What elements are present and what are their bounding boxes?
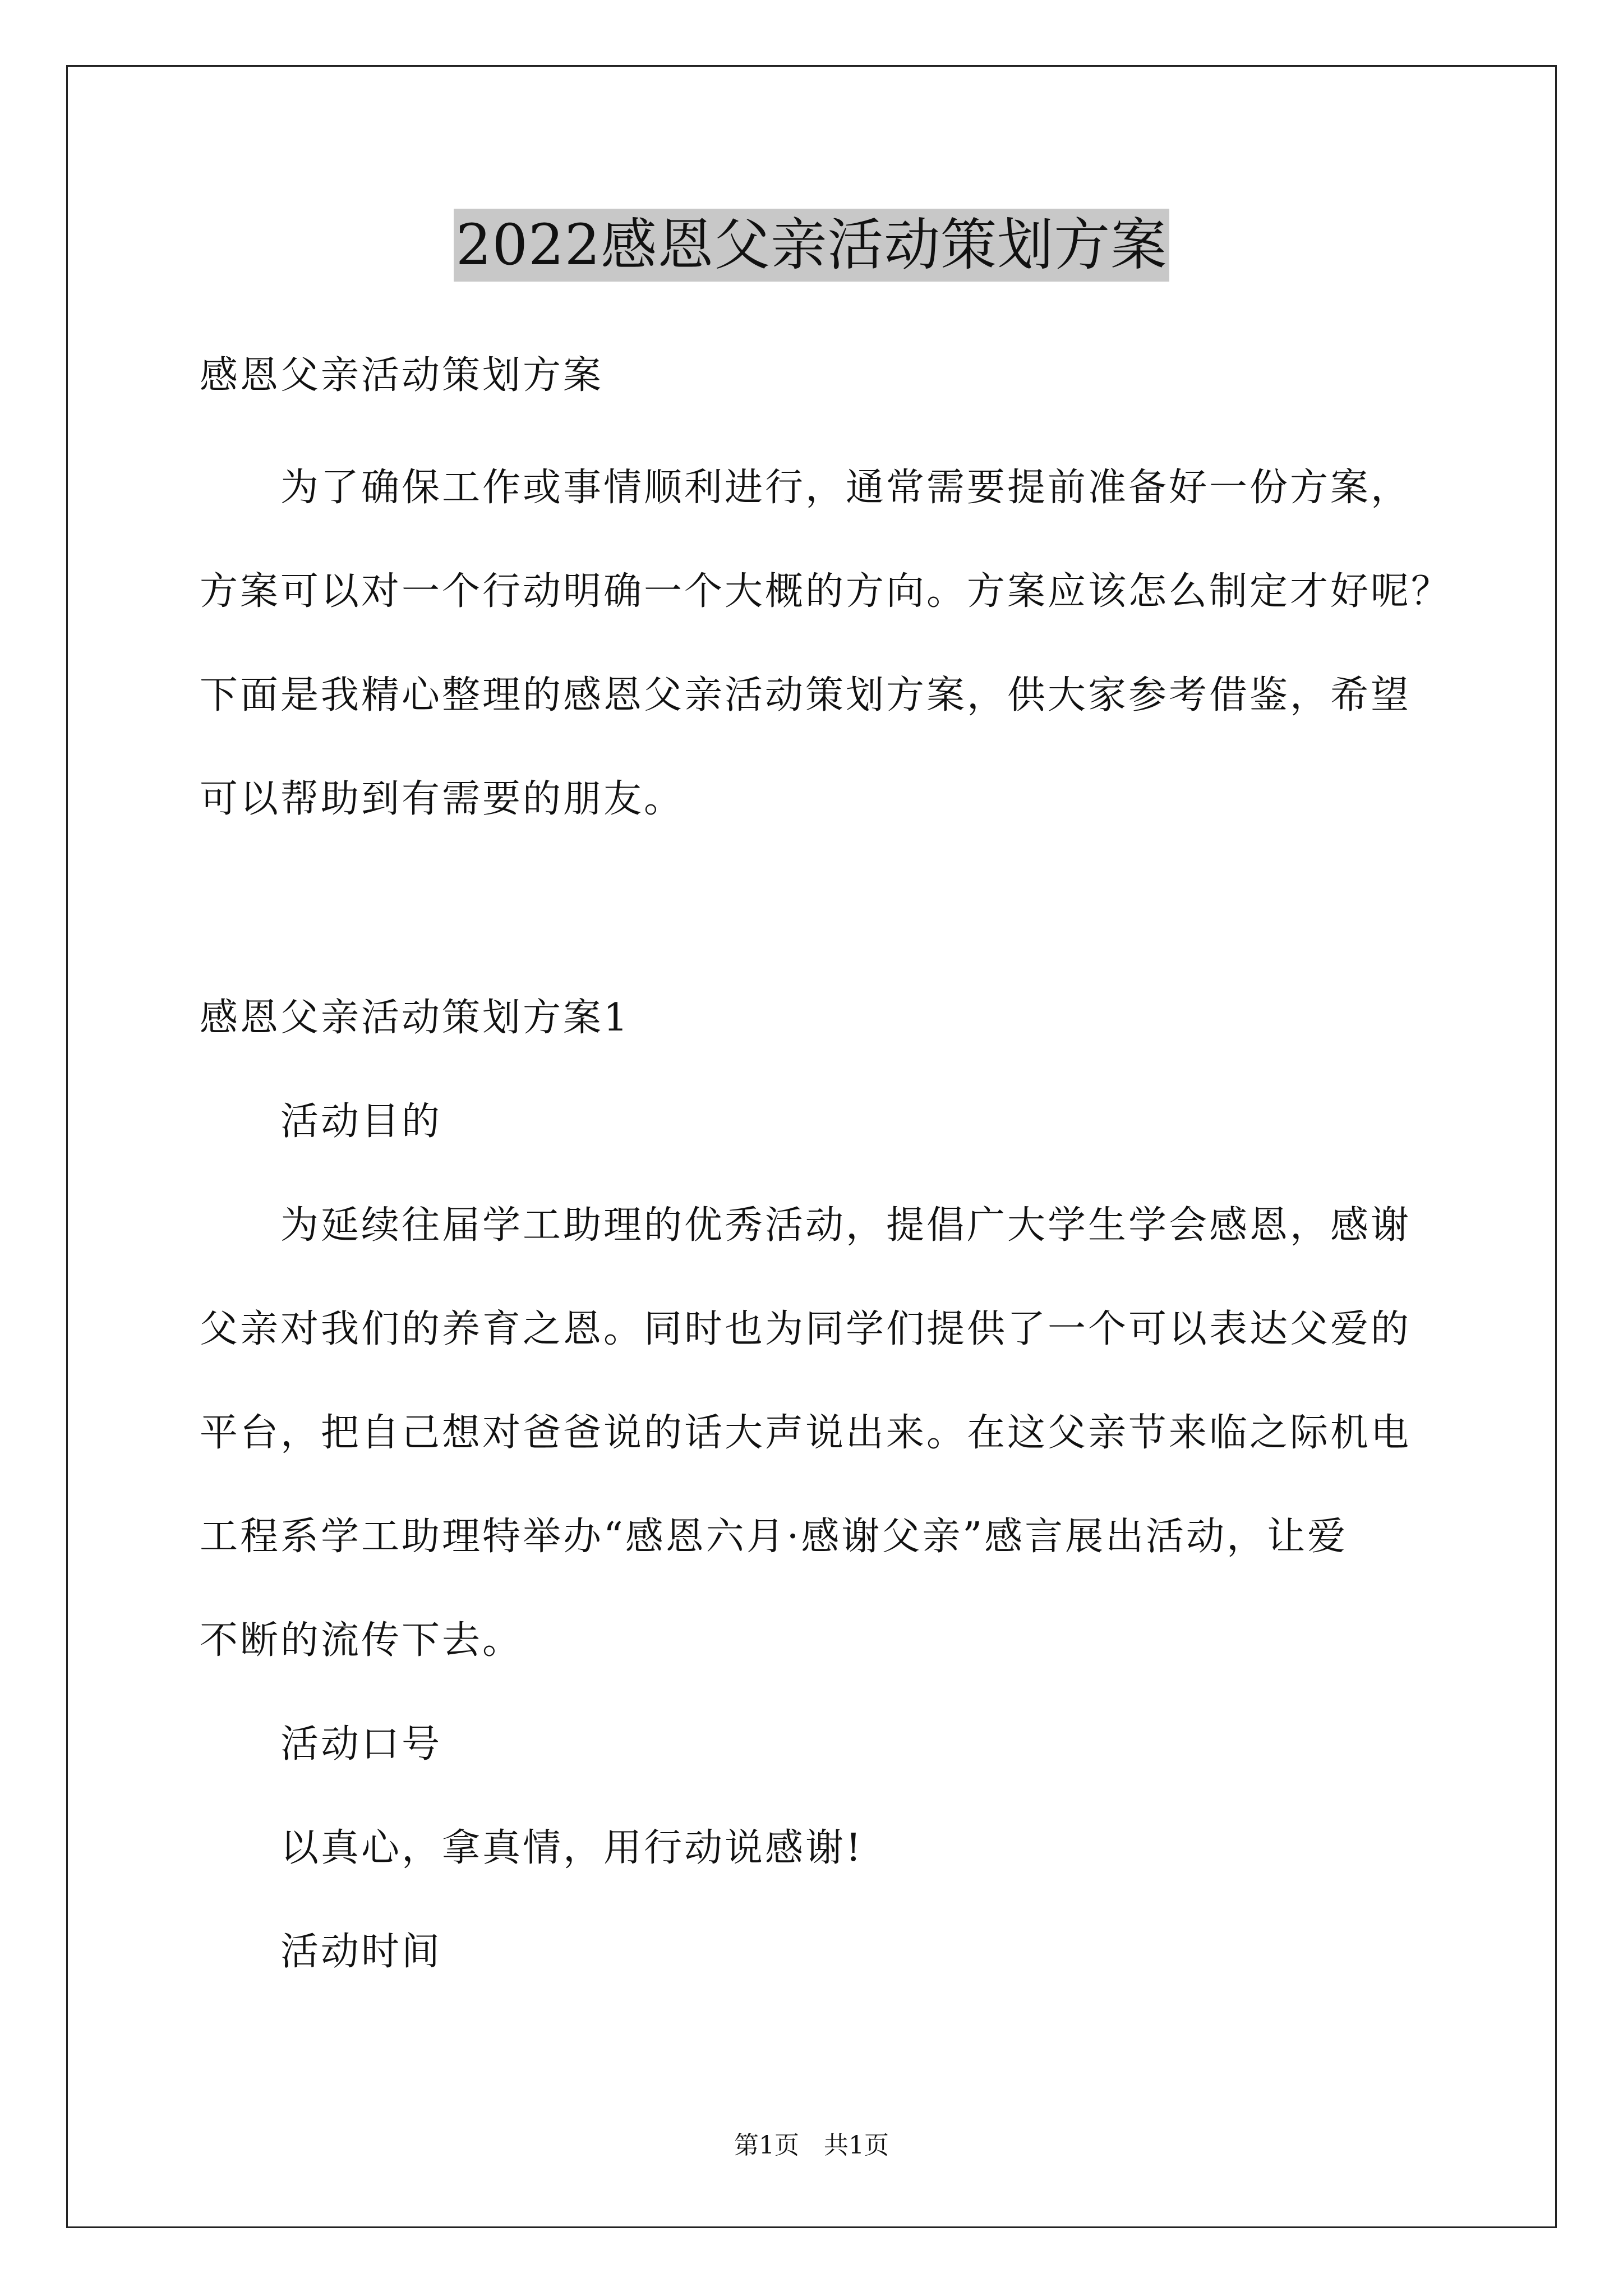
title-container	[0, 209, 1623, 282]
document-subtitle: 感恩父亲活动策划方案	[200, 353, 604, 398]
paragraph-line: 工程系学工助理特举办“感恩六月·感谢父亲”感言展出活动，让爱	[200, 1515, 1348, 1559]
paragraph-line: 不断的流传下去。	[200, 1618, 523, 1663]
paragraph-line: 为了确保工作或事情顺利进行，通常需要提前准备好一份方案，	[280, 466, 1412, 510]
paragraph-line: 平台，把自己想对爸爸说的话大声说出来。在这父亲节来临之际机电	[200, 1411, 1412, 1455]
paragraph-line: 为延续往届学工助理的优秀活动，提倡广大学生学会感恩，感谢	[280, 1203, 1412, 1248]
paragraph-line: 下面是我精心整理的感恩父亲活动策划方案，供大家参考借鉴，希望	[200, 673, 1412, 717]
page-footer	[0, 2129, 1623, 2162]
paragraph-line: 父亲对我们的养育之恩。同时也为同学们提供了一个可以表达父爱的	[200, 1307, 1412, 1351]
section-heading: 感恩父亲活动策划方案1	[200, 996, 630, 1040]
subsection-heading: 活动口号	[280, 1722, 442, 1766]
page-number-total: 共1页	[824, 2131, 889, 2160]
subsection-heading: 活动目的	[280, 1099, 442, 1144]
paragraph-line: 可以帮助到有需要的朋友。	[200, 777, 685, 821]
paragraph-line: 方案可以对一个行动明确一个大概的方向。方案应该怎么制定才好呢？	[200, 569, 1452, 614]
subsection-heading: 活动时间	[280, 1930, 442, 1974]
document-title: 2022感恩父亲活动策划方案	[454, 209, 1170, 282]
page-number-current: 第1页	[734, 2131, 799, 2160]
paragraph-line: 以真心，拿真情，用行动说感谢!	[280, 1826, 864, 1870]
